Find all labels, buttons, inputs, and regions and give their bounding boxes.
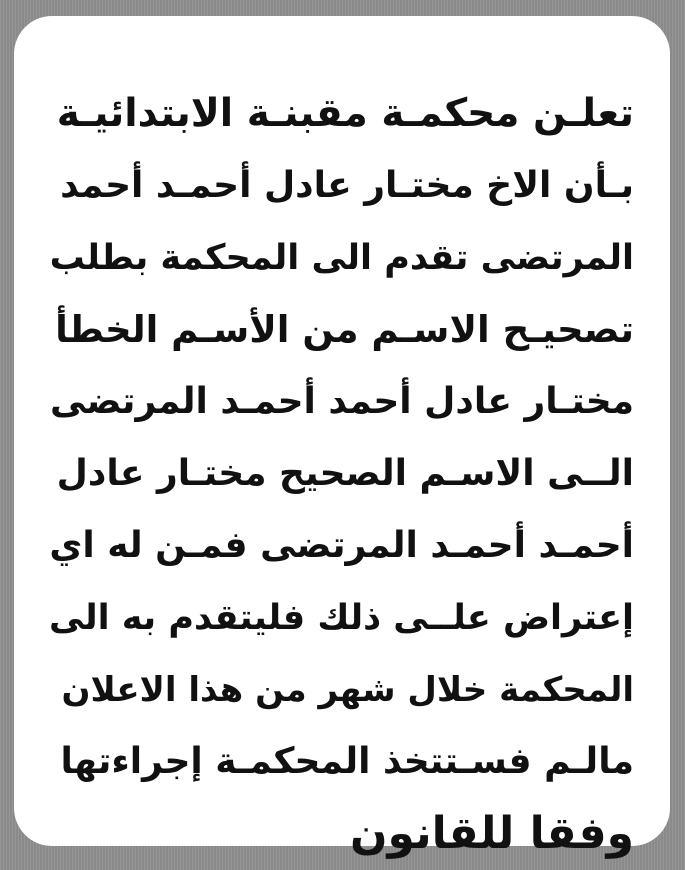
notice-line-3: المرتضى تقدم الى المحكمة بطلب — [49, 238, 634, 278]
notice-line-5: مختـار عادل أحمد أحمـد المرتضى — [50, 381, 634, 422]
notice-line-1: تعلـن محكمـة مقبنـة الابتدائيـة — [56, 91, 634, 136]
notice-line-9: المحكمة خلال شهر من هذا الاعلان — [61, 670, 634, 710]
notice-line-10: مالـم فسـتتخذ المحكمـة إجراءتها — [60, 741, 634, 782]
notice-line-11: وفقا للقانون — [349, 808, 634, 859]
notice-line-2: بـأن الاخ مختـار عادل أحمـد أحمد — [60, 165, 634, 206]
notice-card — [14, 16, 670, 859]
notice-line-7: أحمـد أحمـد المرتضى فمـن له اي — [49, 525, 634, 566]
notice-line-8: إعتراض علــى ذلك فليتقدم به الى — [49, 598, 634, 638]
notice-line-6: الــى الاسـم الصحيح مختـار عادل — [56, 453, 634, 494]
notice-line-4: تصحيـح الاسـم من الأسـم الخطأ — [55, 308, 634, 351]
notice-body — [46, 78, 634, 870]
